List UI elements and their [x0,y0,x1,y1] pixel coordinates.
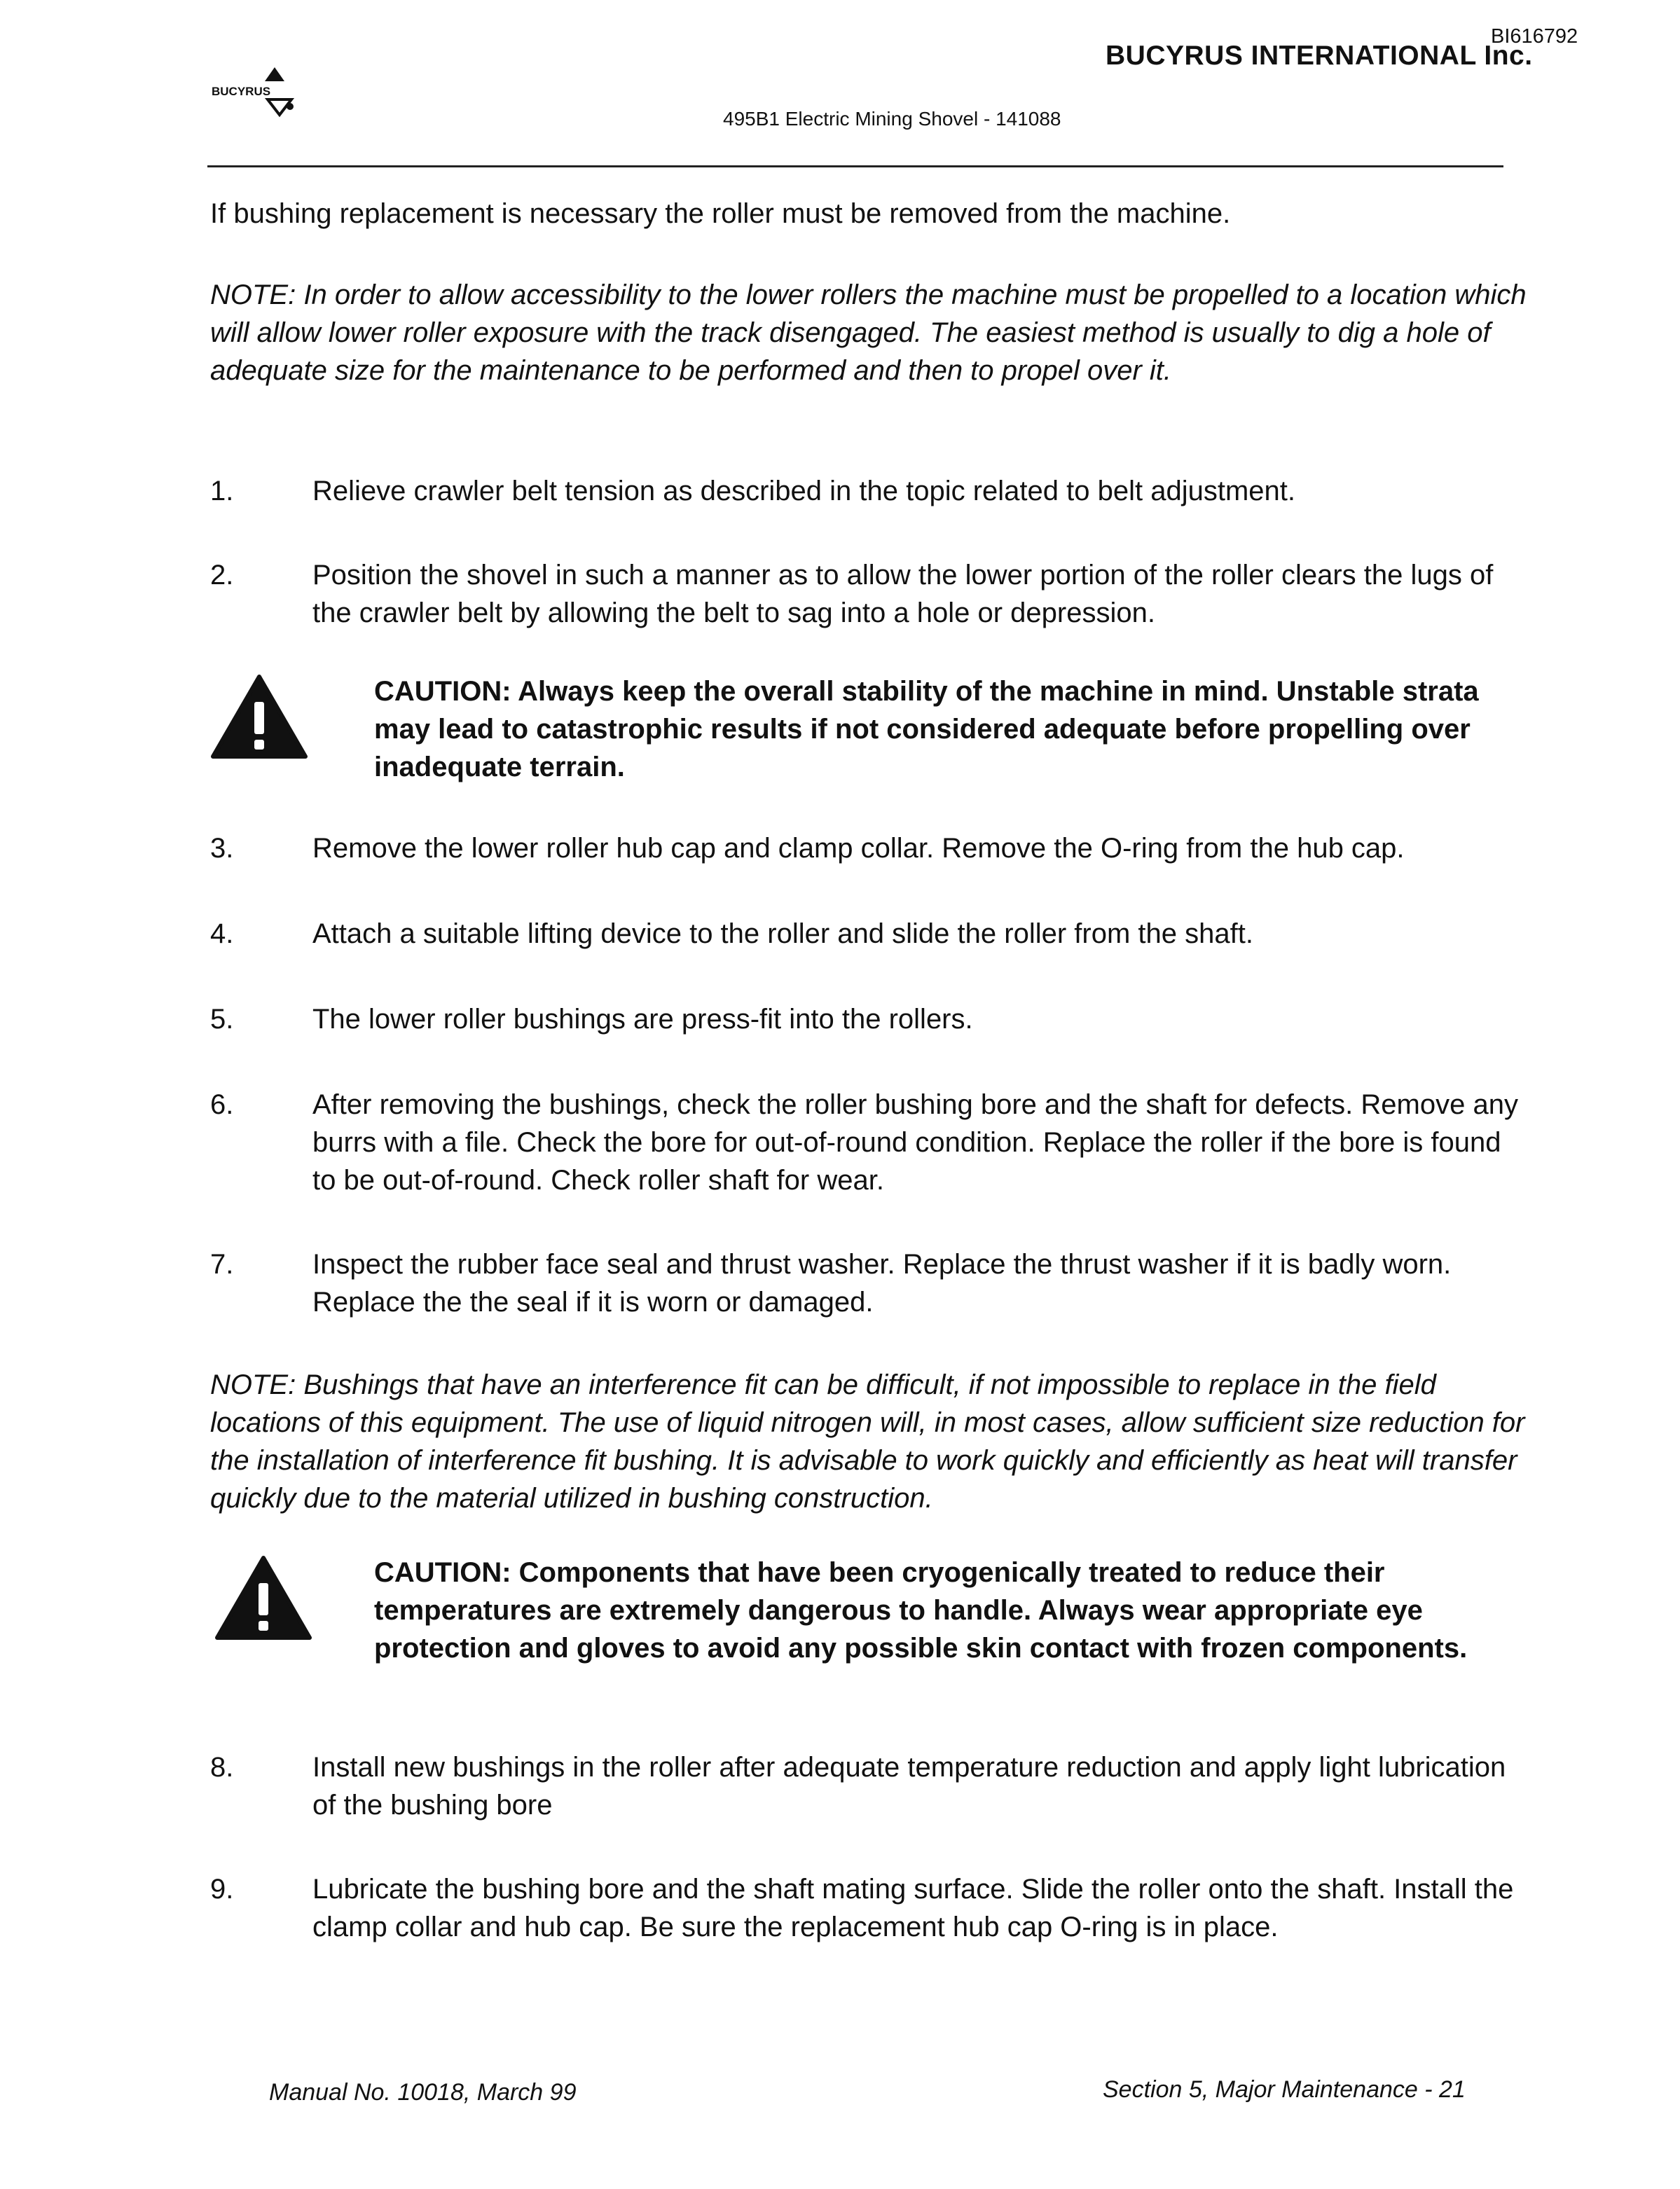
step-text: Position the shovel in such a manner as to allow the lower portion of the roller clears the lugs of the crawler belt by allowing the belt to sag into a hole or depression. [312,560,1494,628]
step-number: 2. [210,560,234,591]
note-paragraph-2: NOTE: Bushings that have an interference fit can be difficult, if not impossible to replace in the field locations of this equipment. The use of liquid nitrogen will, in most cases, allow sufficient size reduction for the installation of interference fit bushing. It is advisable to work quickly and efficiently as heat will transfer quickly due to the material utilized in bushing construction. [210,1369,1525,1514]
company-name: BUCYRUS INTERNATIONAL Inc. [1106,41,1533,71]
step-text: Remove the lower roller hub cap and clamp collar. Remove the O-ring from the hub cap. [312,833,1405,864]
caution-text-2: CAUTION: Components that have been cryogenically treated to reduce their temperatures are extremely dangerous to handle. Always wear appropriate eye protection and gloves to avoid any possible skin contact with frozen components. [374,1557,1468,1664]
step-text: Relieve crawler belt tension as described in the topic related to belt adjustment. [312,476,1295,506]
footer-manual-number: Manual No. 10018, March 99 [269,2079,577,2106]
step-number: 8. [210,1752,234,1783]
intro-paragraph: If bushing replacement is necessary the roller must be removed from the machine. [210,198,1231,229]
step-number: 4. [210,918,234,949]
step-text: Attach a suitable lifting device to the roller and slide the roller from the shaft. [312,918,1253,949]
footer-section-page: Section 5, Major Maintenance - 21 [1103,2076,1466,2103]
step-number: 3. [210,833,234,864]
step-text: The lower roller bushings are press-fit into the rollers. [312,1004,973,1035]
step-number: 7. [210,1249,234,1280]
header-rule [207,165,1503,167]
warning-triangle-icon [214,1555,312,1642]
caution-text-1: CAUTION: Always keep the overall stability of the machine in mind. Unstable strata may lead to catastrophic results if not considered adequate before propelling over inadequate terrain. [374,676,1479,782]
step-text: Inspect the rubber face seal and thrust washer. Replace the thrust washer if it is badly worn. Replace the the seal if it is worn or damaged. [312,1249,1452,1318]
step-number: 5. [210,1004,234,1035]
step-number: 9. [210,1874,234,1905]
warning-triangle-icon [210,674,308,761]
document-id: BI616792 [1491,25,1578,48]
step-text: Install new bushings in the roller after adequate temperature reduction and apply light lubrication of the bushing bore [312,1752,1506,1821]
step-text: Lubricate the bushing bore and the shaft mating surface. Slide the roller onto the shaft. Install the clamp collar and hub cap. Be sure the replacement hub cap O-ring is in place. [312,1874,1514,1942]
step-number: 6. [210,1089,234,1120]
note-paragraph-1: NOTE: In order to allow accessibility to the lower rollers the machine must be propelled to a location which will allow lower roller exposure with the track disengaged. The easiest method is usually to dig a hole of adequate size for the maintenance to be performed and then to propel over it. [210,279,1527,386]
step-number: 1. [210,476,234,506]
bucyrus-logo [207,64,325,119]
step-text: After removing the bushings, check the roller bushing bore and the shaft for defects. Remove any burrs with a file. Check the bore for out-of-round condition. Replace the roller if the bore is found to be out-of-round. Check roller shaft for wear. [312,1089,1518,1196]
document-subtitle: 495B1 Electric Mining Shovel - 141088 [723,108,1061,130]
logo-text: BUCYRUS [212,85,271,98]
